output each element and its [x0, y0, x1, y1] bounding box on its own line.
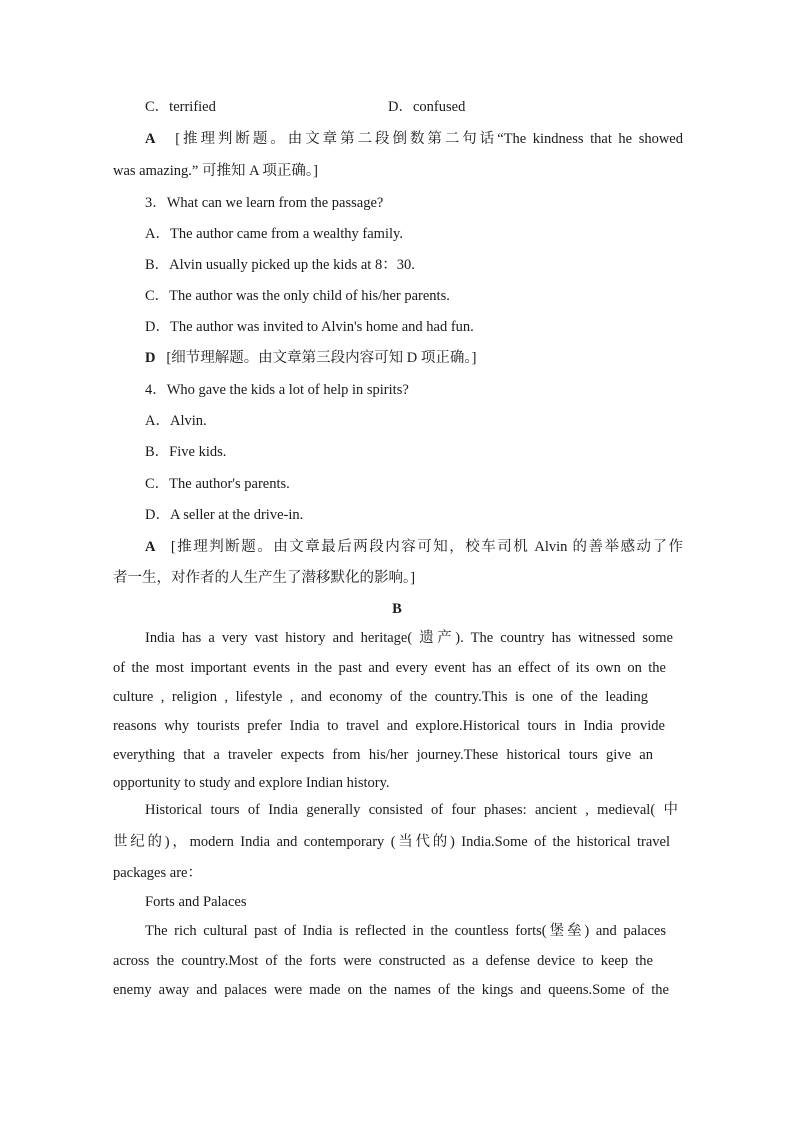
q3-option-b: B．Alvin usually picked up the kids at 8：30.: [145, 257, 415, 273]
q4-answer-letter: A: [145, 539, 156, 555]
para1-line-2: of the most important events in the past and every event has an effect of its own on the: [113, 660, 666, 676]
q4-question: 4．Who gave the kids a lot of help in spirits?: [145, 382, 409, 398]
q2-options-row: [145, 97, 715, 117]
q3-option-a: A．The author came from a wealthy family.: [145, 226, 403, 242]
q4-answer-explanation-1: [推理判断题。由文章最后两段内容可知，校车司机 Alvin 的善举感动了作: [170, 539, 684, 555]
para1-line-3: culture , religion , lifestyle , and economy of the country.This is one of the leading: [113, 689, 648, 705]
q2-answer-line-2: was amazing.” 可推知 A 项正确。]: [113, 163, 318, 179]
para2-line-1: Historical tours of India generally consisted of four phases: ancient , medieval( 中: [145, 802, 678, 818]
para1-line-6: opportunity to study and explore Indian history.: [113, 775, 390, 791]
section-b-heading: B: [392, 601, 402, 617]
q3-answer-explanation: [细节理解题。由文章第三段内容可知 D 项正确。]: [166, 350, 477, 366]
q4-answer-line-2: 者一生，对作者的人生产生了潜移默化的影响。]: [113, 570, 416, 586]
q2-answer-explanation-1: [推理判断题。由文章第二段倒数第二句话“The kindness that he showed: [175, 131, 683, 147]
para3-line-1: The rich cultural past of India is reflected in the countless forts(堡垒) and palaces: [145, 923, 666, 939]
subheading-forts-palaces: Forts and Palaces: [145, 894, 247, 910]
q4-option-d: D．A seller at the drive-in.: [145, 507, 304, 523]
q2-option-c: C．terrified: [145, 99, 216, 115]
para2-line-3: packages are：: [113, 865, 202, 881]
para3-line-3: enemy away and palaces were made on the names of the kings and queens.Some of the: [113, 982, 669, 998]
q2-answer-letter: A: [145, 131, 156, 147]
q4-option-b: B．Five kids.: [145, 444, 227, 460]
para1-line-5: everything that a traveler expects from his/her journey.These historical tours give an: [113, 747, 653, 763]
q3-question: 3．What can we learn from the passage?: [145, 195, 384, 211]
q4-option-a: A．Alvin.: [145, 413, 207, 429]
para1-line-1: India has a very vast history and heritage( 遗产). The country has witnessed some: [145, 630, 673, 646]
q3-answer: [145, 348, 715, 368]
q3-option-d: D．The author was invited to Alvin's home and had fun.: [145, 319, 474, 335]
q2-answer-line-1: [145, 129, 683, 149]
q3-answer-letter: D: [145, 350, 156, 366]
para2-line-2: 世纪的)，modern India and contemporary (当代的) India.Some of the historical travel: [113, 834, 670, 850]
para3-line-2: across the country.Most of the forts were constructed as a defense device to keep the: [113, 953, 653, 969]
q4-option-c: C．The author's parents.: [145, 476, 290, 492]
q4-answer-line-1: [145, 537, 683, 557]
para1-line-4: reasons why tourists prefer India to travel and explore.Historical tours in India provide: [113, 718, 665, 734]
q2-option-d: D．confused: [388, 99, 466, 115]
q3-option-c: C．The author was the only child of his/her parents.: [145, 288, 450, 304]
